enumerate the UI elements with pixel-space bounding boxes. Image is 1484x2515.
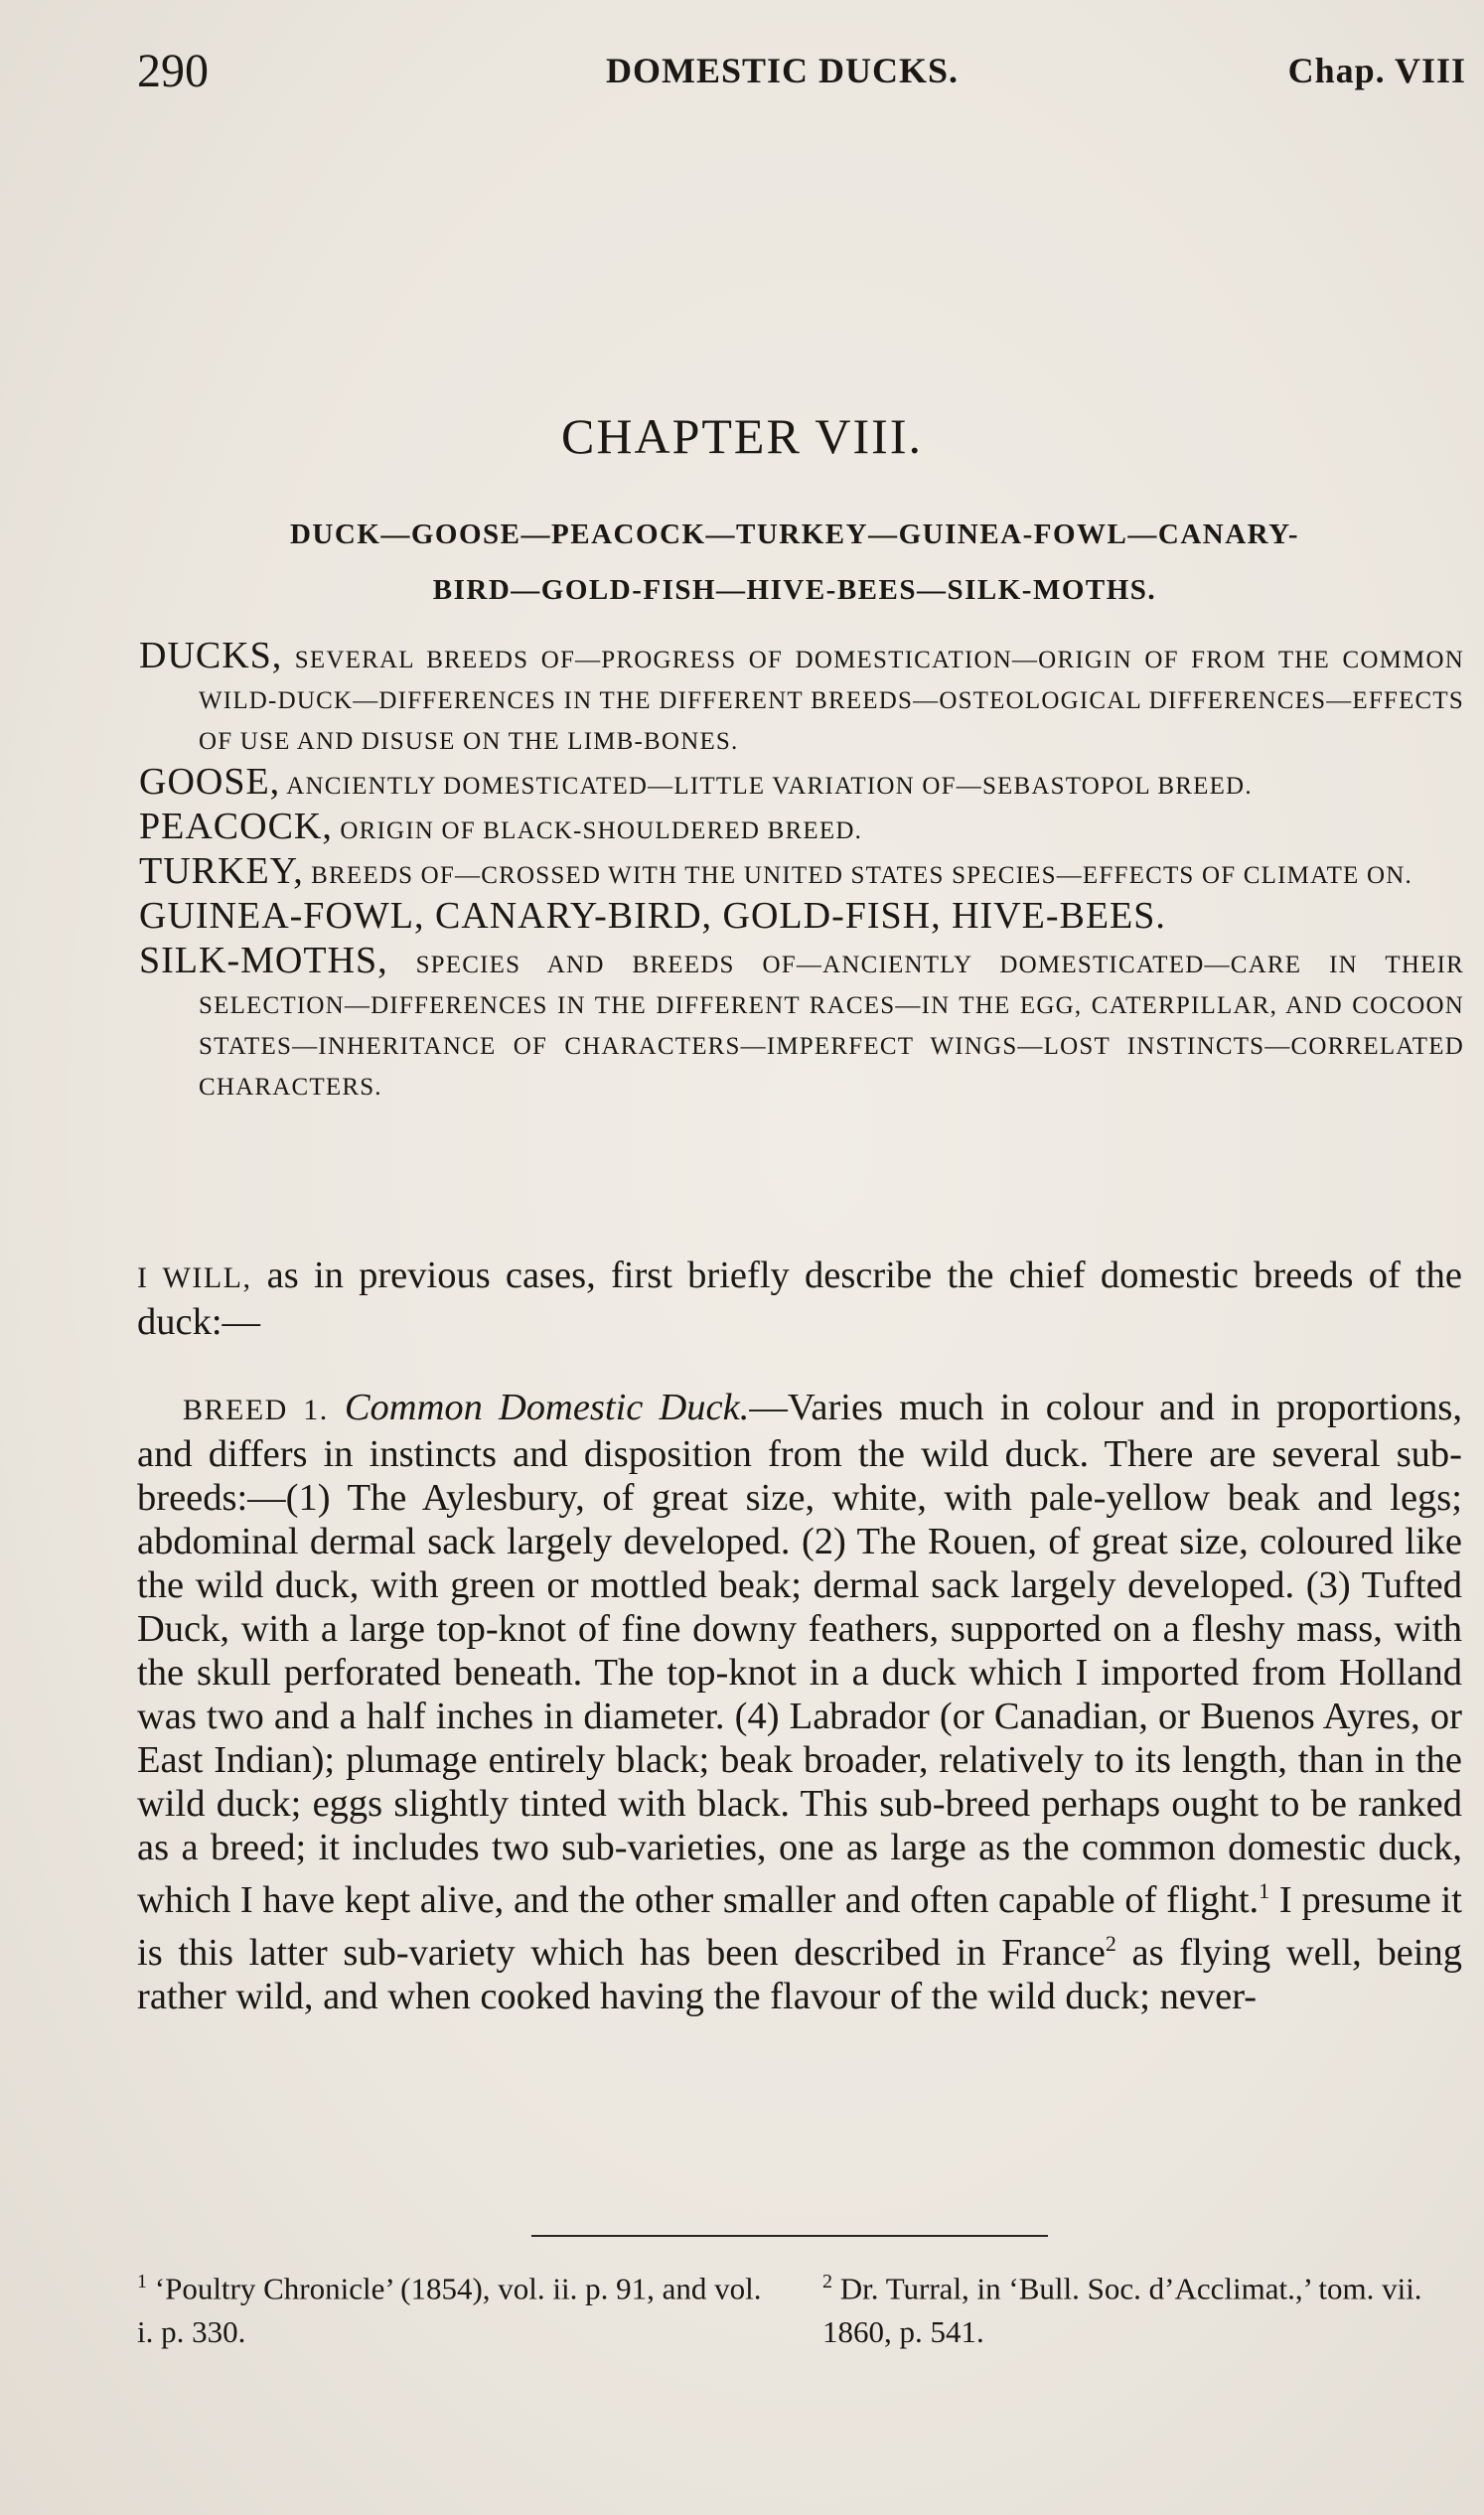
chapter-subjects	[129, 507, 1460, 618]
chapter-subjects-line-1: DUCK—GOOSE—PEACOCK—TURKEY—GUINEA-FOWL—CANARY-	[289, 518, 1300, 550]
contents-entry-head: GOOSE,	[139, 761, 281, 803]
contents-entry-ducks	[139, 636, 1464, 762]
intro-text: as in previous cases, first briefly describe the chief domestic breeds of the duck:—	[137, 1255, 1462, 1343]
intro-paragraph	[137, 1254, 1462, 1344]
contents-entry-text: ANCIENTLY DOMESTICATED—LITTLE VARIATION OF—SEBASTOPOL BREED.	[286, 773, 1253, 800]
contents-entry-text: SPECIES AND BREEDS OF—ANCIENTLY DOMESTICATED—CARE IN THEIR SELECTION—DIFFERENCES IN THE DIFFERENT RACES—IN THE EGG, CATERPILLAR, AND COCOON STATES—INHERITANCE OF CHARACTERS—IMPERFECT WINGS—LOST INSTINCTS—CORRELATED CHARACTERS.	[199, 952, 1464, 1101]
footnote-2	[822, 2260, 1462, 2354]
breed-number: BREED 1.	[183, 1394, 329, 1426]
breed-text-continued: I presume it is this latter sub-variety which has been described in France	[137, 1878, 1462, 1974]
footnote-1	[137, 2260, 773, 2354]
contents-entry-head: DUCKS,	[139, 635, 283, 676]
contents-entry-head: SILK-MOTHS,	[139, 940, 388, 981]
contents-entry-text: ORIGIN OF BLACK-SHOULDERED BREED.	[340, 817, 863, 844]
contents-entry-head: PEACOCK,	[139, 806, 333, 847]
chapter-title: CHAPTER VIII.	[561, 408, 923, 464]
footnote-2-mark: 2	[822, 2271, 832, 2293]
footnote-divider	[531, 2235, 1048, 2237]
chapter-reference: Chap. VIII	[1287, 51, 1466, 90]
page-number: 290	[137, 45, 209, 97]
running-title: DOMESTIC DUCKS.	[606, 51, 960, 90]
body-text	[137, 1254, 1462, 2018]
contents-entry-goose	[139, 762, 1464, 807]
breed-name: Common Domestic Duck.	[328, 1387, 750, 1428]
contents-entry-head: TURKEY,	[139, 850, 304, 892]
breed-text: —Varies much in colour and in proportions, and differs in instincts and disposition from the wild duck. There are several sub-breeds:—(1) The Aylesbury, of great size, white, with pale-yellow beak and legs; abdominal dermal sack largely developed. (2) The Rouen, of great size, coloured like the wild duck, with green or mottled beak; dermal sack largely developed. (3) Tufted Duck, with a large top-knot of fine downy feathers, supported on a fleshy mass, with the skull perforated beneath. The top-knot in a duck which I imported from Holland was two and a half inches in diameter. (4) Labrador (or Canadian, or Buenos Ayres, or East Indian); plumage entirely black; beak broader, relatively to its length, than in the wild duck; eggs slightly tinted with black. This sub-breed perhaps ought to be ranked as a breed; it includes two sub-varieties, one as large as the common domestic duck, which I have kept alive, and the other smaller and often capable of flight.	[137, 1387, 1462, 1921]
footnote-2-text: Dr. Turral, in ‘Bull. Soc. d’Acclimat.,’ tom. vii. 1860, p. 541.	[822, 2271, 1422, 2350]
breed-text-end: as flying well, being rather wild, and when cooked having the flavour of the wild duck; never-	[137, 1931, 1462, 2017]
contents-entry-peacock	[139, 807, 1464, 851]
contents-entry-text: BREEDS OF—CROSSED WITH THE UNITED STATES SPECIES—EFFECTS OF CLIMATE ON.	[311, 862, 1412, 889]
contents-entry-silk-moths	[139, 941, 1464, 1108]
contents-entry-head: GUINEA-FOWL, CANARY-BIRD, GOLD-FISH, HIVE-BEES.	[139, 895, 1166, 937]
breed-paragraph	[137, 1386, 1462, 2018]
chapter-contents	[139, 636, 1464, 1108]
contents-entry-text: SEVERAL BREEDS OF—PROGRESS OF DOMESTICATION—ORIGIN OF FROM THE COMMON WILD-DUCK—DIFFERENCES IN THE DIFFERENT BREEDS—OSTEOLOGICAL DIFFERENCES—EFFECTS OF USE AND DISUSE ON THE LIMB-BONES.	[199, 647, 1464, 755]
intro-small-caps: I WILL,	[137, 1261, 252, 1294]
running-head	[137, 44, 1466, 103]
contents-entry-guinea-fowl	[139, 896, 1464, 941]
footnote-1-mark: 1	[137, 2271, 147, 2293]
chapter-subjects-line-2: BIRD—GOLD-FISH—HIVE-BEES—SILK-MOTHS.	[432, 574, 1157, 606]
footnote-marker-1[interactable]: 1	[1259, 1878, 1270, 1903]
contents-entry-turkey	[139, 851, 1464, 896]
footnote-marker-2[interactable]: 2	[1105, 1930, 1116, 1956]
footnote-1-text: ‘Poultry Chronicle’ (1854), vol. ii. p. 91, and vol. i. p. 330.	[137, 2271, 762, 2350]
